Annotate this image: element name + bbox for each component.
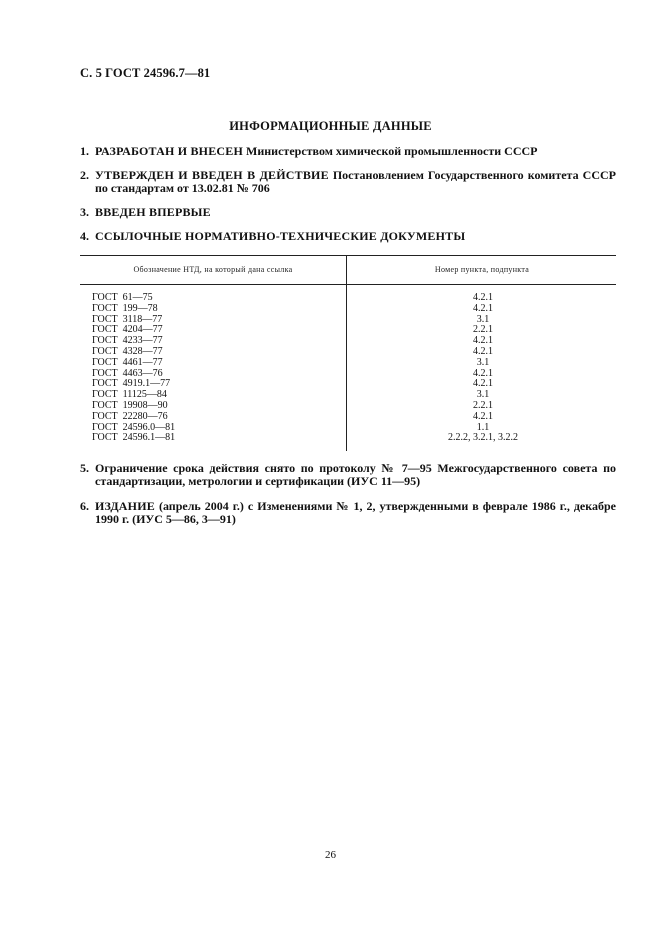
item-text: Ограничение срока действия снято по протоколу № 7—95 Межгосударственного совета по стандартизации, метрологии и сертификации (ИУС 11—95) [95, 461, 616, 488]
reference-documents-table [80, 255, 616, 444]
item-number: 4. [80, 229, 89, 243]
item-heading: РАЗРАБОТАН И ВНЕСЕН [95, 144, 244, 158]
clause-cell: 4.2.1 [473, 410, 493, 422]
column-header-document: Обозначение НТД, на который дана ссылка [133, 265, 293, 274]
document-cell: ГОСТ 24596.0—81 [92, 421, 176, 433]
item-heading: ССЫЛОЧНЫЕ НОРМАТИВНО-ТЕХНИЧЕСКИЕ ДОКУМЕНТЫ [95, 229, 466, 243]
table-body [80, 285, 616, 444]
table-row [80, 358, 616, 369]
item-number: 1. [80, 144, 89, 158]
item-text: (апрель 2004 г.) с Изменениями № 1, 2, утвержденными в феврале 1986 г., декабре 1990 г. (ИУС 5—86, 3—91) [95, 499, 616, 526]
section-title: ИНФОРМАЦИОННЫЕ ДАННЫЕ [229, 119, 432, 133]
document-cell: ГОСТ 61—75 [92, 292, 153, 303]
clause-cell: 1.1 [476, 421, 490, 433]
document-cell: ГОСТ 4461—77 [92, 356, 163, 368]
document-cell: ГОСТ 24596.1—81 [92, 432, 176, 444]
clause-cell: 3.1 [476, 389, 490, 401]
item-number: 6. [80, 499, 89, 513]
page-header: С. 5 ГОСТ 24596.7—81 [80, 66, 211, 80]
document-cell: ГОСТ 4233—77 [92, 335, 163, 347]
item-number: 2. [80, 168, 89, 182]
clause-cell: 4.2.1 [473, 302, 493, 314]
info-item-2 [80, 169, 616, 195]
document-cell: ГОСТ 19908—90 [92, 399, 168, 411]
document-cell: ГОСТ 3118—77 [92, 313, 163, 325]
table-row [80, 304, 616, 315]
info-item-4 [80, 230, 616, 243]
document-cell: ГОСТ 4328—77 [92, 345, 163, 357]
clause-cell: 4.2.1 [473, 335, 493, 347]
table-row [80, 293, 616, 304]
item-heading: УТВЕРЖДЕН И ВВЕДЕН В ДЕЙСТВИЕ [95, 168, 329, 182]
document-cell: ГОСТ 199—78 [92, 302, 158, 314]
document-cell: ГОСТ 4204—77 [92, 324, 163, 336]
page-number: 26 [325, 849, 336, 861]
clause-cell: 4.2.1 [473, 378, 493, 390]
info-item-1 [80, 145, 616, 158]
item-number: 3. [80, 205, 89, 219]
clause-cell: 3.1 [476, 356, 490, 368]
clause-cell: 2.2.1 [473, 324, 493, 336]
clause-cell: 2.2.2, 3.2.1, 3.2.2 [448, 432, 518, 444]
clause-cell: 3.1 [476, 313, 490, 325]
clause-cell: 4.2.1 [473, 292, 493, 303]
item-heading: ВВЕДЕН ВПЕРВЫЕ [95, 205, 211, 219]
table-row [80, 412, 616, 423]
info-item-5 [80, 462, 616, 488]
document-cell: ГОСТ 4919.1—77 [92, 378, 171, 390]
table-header [80, 255, 616, 285]
table-row [80, 433, 616, 444]
item-text: Постановлением Государственного комитета СССР по стандартам от 13.02.81 № 706 [95, 168, 616, 195]
clause-cell: 4.2.1 [473, 367, 493, 379]
column-header-clause: Номер пункта, подпункта [434, 265, 530, 274]
item-number: 5. [80, 461, 89, 475]
info-item-6 [80, 500, 616, 526]
document-cell: ГОСТ 22280—76 [92, 410, 168, 422]
item-heading: ИЗДАНИЕ [95, 499, 155, 513]
document-cell: ГОСТ 4463—76 [92, 367, 163, 379]
info-item-3 [80, 206, 616, 219]
document-cell: ГОСТ 11125—84 [92, 389, 167, 401]
clause-cell: 4.2.1 [473, 345, 493, 357]
clause-cell: 2.2.1 [473, 399, 493, 411]
item-text: Министерством химической промышленности СССР [243, 144, 538, 158]
